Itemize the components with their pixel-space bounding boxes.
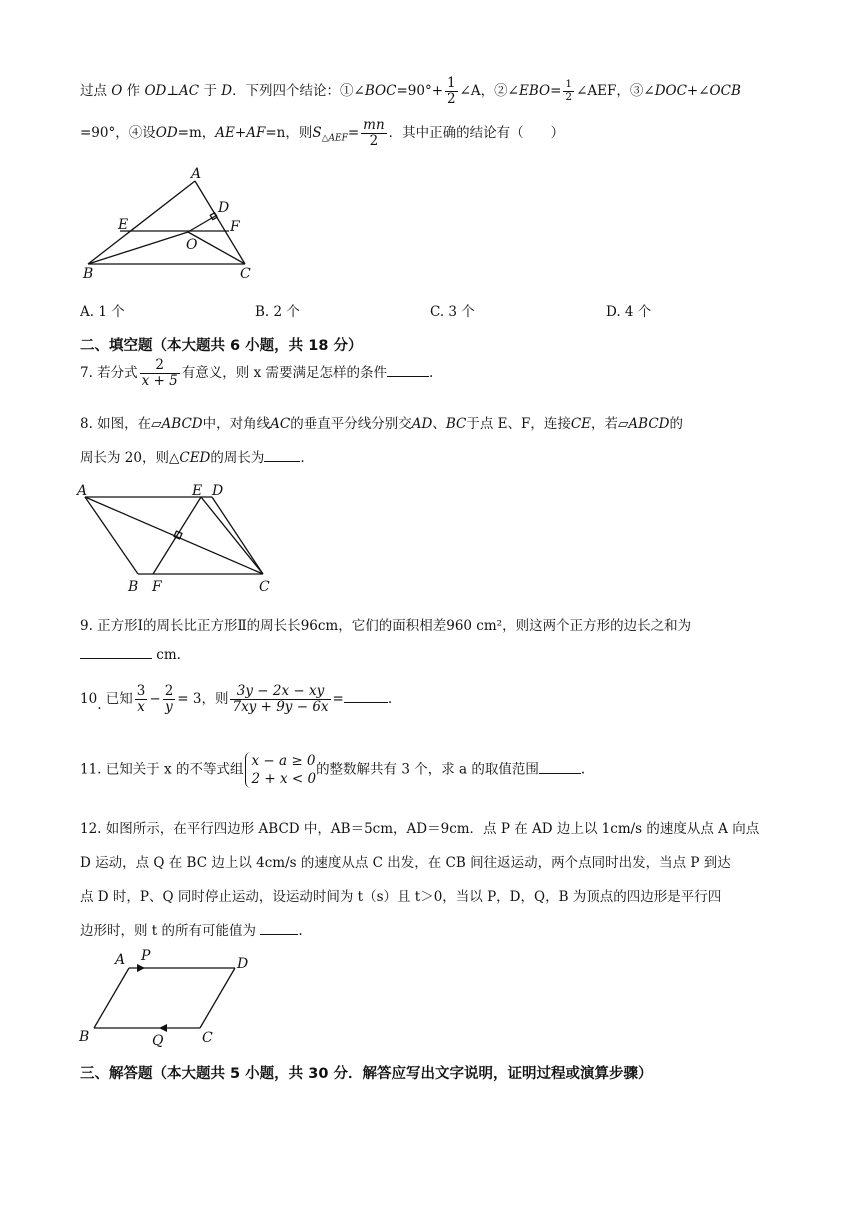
q7: 7. 若分式 $\frac{2}{x + 5}$ 有意义，则 x 需要满足怎样的条件 .	[80, 357, 434, 389]
fig3-label-P: P	[141, 948, 151, 964]
figure-triangle-abc	[80, 165, 270, 285]
figure-parallelogram-abcd	[75, 478, 285, 596]
fig1-label-C: C	[240, 266, 251, 282]
q12-line2: D 运动，点 Q 在 BC 边上以 4cm/s 的速度从点 C 出发，在 CB 间往返运动，两个点同时出发，当点 P 到达	[80, 855, 731, 871]
fraction-3-over-x: $\frac{3}{x}$	[136, 683, 146, 715]
q6-option-b[interactable]: B. 2 个	[255, 304, 300, 320]
q12-line1: 12. 如图所示，在平行四边形 ABCD 中，AB＝5cm，AD＝9cm．点 P 在 AD 边上以 1cm/s 的速度从点 A 向点	[80, 821, 760, 837]
answer-blank[interactable]	[387, 375, 429, 377]
section-fill-in-title: 二、填空题（本大题共 6 小题，共 18 分）	[80, 338, 363, 354]
fig1-label-F: F	[230, 219, 240, 235]
section-solve-title: 三、解答题（本大题共 5 小题，共 30 分．解答应写出文字说明，证明过程或演算步骤）	[80, 1066, 653, 1082]
answer-blank[interactable]	[260, 933, 298, 935]
answer-blank[interactable]	[344, 701, 388, 703]
fig2-label-F: F	[152, 579, 162, 595]
fraction-half-small: $\frac{1}{2}$	[565, 78, 573, 103]
fig3-label-D: D	[237, 956, 249, 972]
fraction-2-over-y: $\frac{2}{y}$	[164, 683, 174, 715]
fig3-label-B: B	[79, 1029, 90, 1045]
fig2-label-A: A	[77, 483, 88, 499]
q9-line2: cm.	[80, 647, 181, 663]
q6-option-a[interactable]: A. 1 个	[80, 304, 125, 320]
fig2-label-E: E	[192, 483, 203, 499]
fig3-label-Q: Q	[152, 1033, 164, 1048]
inequality-system: x − a ≥ 0 2 + x < 0	[245, 752, 316, 788]
fig1-label-E: E	[118, 217, 129, 233]
q11: 11. 已知关于 x 的不等式组 x − a ≥ 0 2 + x < 0 的整数解共有 3 个，求 a 的取值范围 .	[80, 753, 586, 788]
fig3-label-C: C	[202, 1030, 213, 1046]
fig1-label-B: B	[83, 266, 94, 282]
q12-line3: 点 D 时，P、Q 同时停止运动，设运动时间为 t（s）且 t＞0，当以 P，D，Q，B 为顶点的四边形是平行四	[80, 889, 722, 905]
q6-line2: =90°，④设OD=m，AE+AF=n，则$S_{\triangle AEF}=$ $\frac{mn}{2}$ ．其中正确的结论有（ ）	[80, 117, 565, 149]
fig3-label-A: A	[115, 952, 126, 968]
q8-line1: 8. 如图，在▱ABCD中，对角线AC的垂直平分线分别交AD、BC于点 E、F，连接CE，若▱ABCD的	[80, 416, 683, 432]
answer-blank[interactable]	[539, 772, 581, 774]
fraction-2-over-x5: $\frac{2}{x + 5}$	[141, 357, 178, 389]
q12-line4: 边形时，则 t 的所有可能值为 .	[80, 923, 303, 939]
q10: 10. 已知 $\frac{3}{x}$ − $\frac{2}{y}$ = 3，则 $\frac{3y - 2x - xy}{7xy + 9y - 6x}$ = .	[80, 683, 393, 715]
fraction-expression: $\frac{3y - 2x - xy}{7xy + 9y - 6x}$	[232, 683, 329, 715]
fig1-label-A: A	[191, 166, 202, 182]
fraction-half: $\frac{1}{2}$	[447, 75, 456, 107]
q6-option-d[interactable]: D. 4 个	[606, 304, 652, 320]
q9-line1: 9. 正方形Ⅰ的周长比正方形Ⅱ的周长长96cm，它们的面积相差960 cm²，则这两个正方形的边长之和为	[80, 618, 692, 634]
q8-line2: 周长为 20，则△CED的周长为 .	[80, 450, 305, 466]
q6-option-c[interactable]: C. 3 个	[430, 304, 475, 320]
q6-line1: 过点 O 作 OD⊥AC 于 D．下列四个结论：①∠BOC=90°+ $\frac{1}{2}$ ∠A，②∠EBO= $\frac{1}{2}$ ∠AEF，③∠DOC+∠OCB	[80, 75, 741, 107]
answer-blank[interactable]	[264, 460, 300, 462]
fraction-mn-over-2: $\frac{mn}{2}$	[363, 117, 385, 149]
fig2-label-B: B	[128, 579, 139, 595]
fig2-label-C: C	[259, 579, 270, 595]
fig1-label-O: O	[186, 237, 198, 253]
fig2-label-D: D	[212, 483, 224, 499]
figure-parallelogram-moving-points	[75, 948, 265, 1048]
fig1-label-D: D	[218, 200, 230, 216]
answer-blank[interactable]	[80, 657, 152, 659]
